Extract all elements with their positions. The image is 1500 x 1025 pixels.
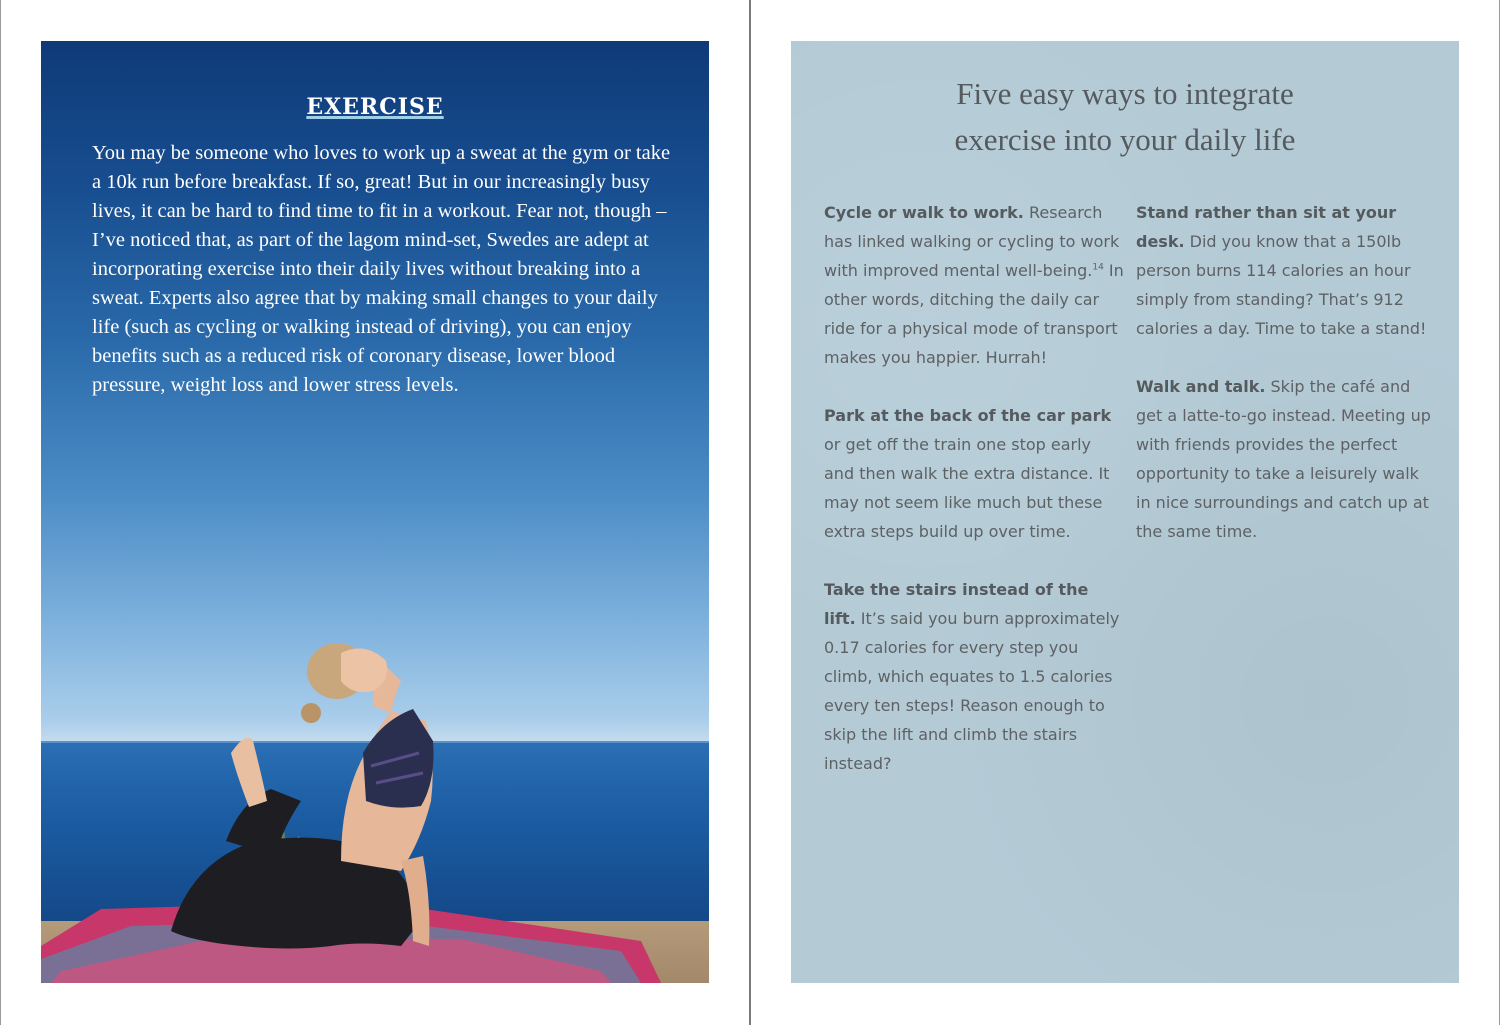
tip-text-part: In other words, ditching the daily car ride for a physical mode of transport makes you happier. Hurrah! xyxy=(824,261,1124,367)
tips-column-left xyxy=(824,198,1124,807)
tip-text: Did you know that a 150lb person burns 114 calories an hour simply from standing? That’s 912 calories a day. Time to take a stand! xyxy=(1136,232,1427,338)
tip-lead: Cycle or walk to work. xyxy=(824,203,1024,222)
tip-take-the-stairs xyxy=(824,575,1124,778)
tip-lead: Take the stairs instead of the lift. xyxy=(824,580,1089,628)
tips-title-line-1: Five easy ways to integrate xyxy=(956,76,1294,111)
tip-lead: Park at the back of the car park xyxy=(824,406,1112,425)
footnote-marker: 14 xyxy=(1092,262,1104,273)
tip-stand-at-desk xyxy=(1136,198,1436,343)
tip-text: Skip the café and get a latte-to-go instead. Meeting up with friends provides the perfect opportunity to take a leisurely walk in nice surroundings and catch up at the same time. xyxy=(1136,377,1431,541)
exercise-photo-panel xyxy=(41,41,709,983)
tips-column-right xyxy=(1136,198,1436,575)
tip-text-part: Research has linked walking or cycling to work with improved mental well-being. xyxy=(824,203,1120,280)
tip-walk-and-talk xyxy=(1136,372,1436,546)
tip-lead: Walk and talk. xyxy=(1136,377,1266,396)
tip-lead: Stand rather than sit at your desk. xyxy=(1136,203,1397,251)
tip-cycle-or-walk xyxy=(824,198,1124,372)
exercise-body-text: You may be someone who loves to work up a sweat at the gym or take a 10k run before breakfast. If so, great! But in our increasingly busy lives, it can be hard to find time to fit in a workout. Fear not, though – I’ve noticed that, as part of the lagom mind-set, Swedes are adept at incorporating exercise into their daily lives without breaking into a sweat. Experts also agree that by making small changes to your daily life (such as cycling or walking instead of driving), you can enjoy benefits such as a reduced risk of coronary disease, lower blood pressure, weight loss and lower stress levels. xyxy=(92,142,671,396)
tip-text xyxy=(824,203,1124,367)
tip-park-at-back xyxy=(824,401,1124,546)
tips-title xyxy=(791,71,1459,163)
spread-gutter xyxy=(749,0,751,1025)
tips-panel xyxy=(791,41,1459,983)
page-edge-left xyxy=(0,0,1,1025)
tip-text: or get off the train one stop early and then walk the extra distance. It may not seem like much but these extra steps build up over time. xyxy=(824,435,1110,541)
exercise-heading: EXERCISE xyxy=(306,93,444,120)
tip-text: It’s said you burn approximately 0.17 calories for every step you climb, which equates to 1.5 calories every ten steps! Reason enough to skip the lift and climb the stairs instead? xyxy=(824,609,1120,773)
tips-title-line-2: exercise into your daily life xyxy=(954,122,1296,157)
